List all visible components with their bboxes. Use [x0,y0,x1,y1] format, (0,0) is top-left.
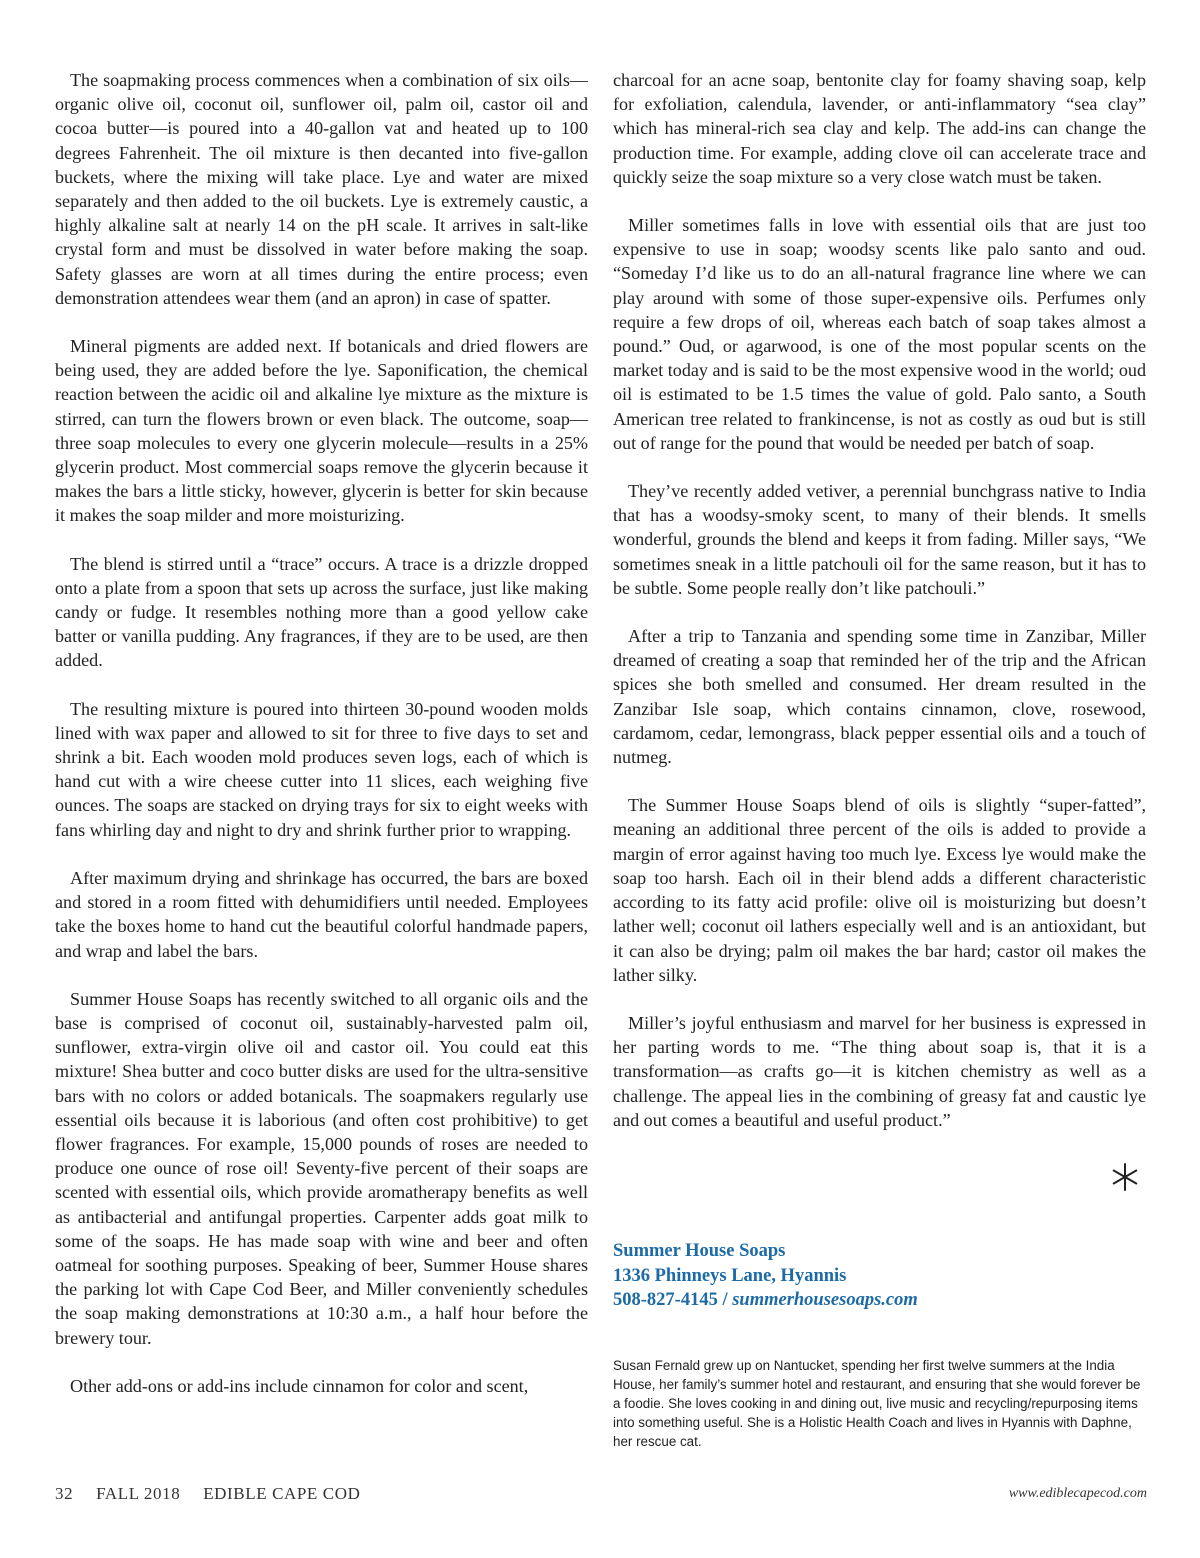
business-name: Summer House Soaps [613,1241,786,1261]
business-address: 1336 Phinneys Lane, Hyannis [613,1265,847,1286]
business-phone-line [613,1288,918,1313]
right-column [613,68,1146,1156]
article-paragraph: They’ve recently added vetiver, a perennial bunchgrass native to India that has a woodsy-smoky scent, to many of their blends. It smells wonderful, grounds the blend and keeps it from fading. Miller says, “We sometimes sneak in a little patchouli oil for the same reason, but it has to be subtle. Some people really don’t like patchouli.” [613,481,1146,598]
article-paragraph: Miller’s joyful enthusiasm and marvel for her business is expressed in her parting words to me. “The thing about soap is, that it is a transformation—as crafts go—it is kitchen chemistry as well as a challenge. The appeal lies in the combining of greasy fat and caustic lye and out comes a beautiful and useful product.” [613,1012,1146,1130]
article-paragraph: The Summer House Soaps blend of oils is slightly “super-fatted”, meaning an additional three percent of the oils is added to provide a margin of error against having too much lye. Excess lye would make the soap too harsh. Each oil in their blend adds a different characteristic according to its fatty acid profile: olive oil is moisturizing but doesn’t lather well; coconut oil lathers especially well and is an antioxidant, but it can also be drying; palm oil makes the bar hard; castor oil makes the lather silky. [613,795,1146,985]
business-website-link[interactable]: summerhousesoaps.com [732,1290,918,1310]
article-paragraph: Summer House Soaps has recently switched to all organic oils and the base is comprised of coconut oil, sustainably-harvested palm oil, sunflower, extra-virgin olive oil and castor oil. You could eat this mixture! Shea butter and coco butter disks are used for the ultra-sensitive bars with no colors or added botanicals. The soapmakers regularly use essential oils because it is laborious (and often cost prohibitive) to get flower fragrances. For example, 15,000 pounds of roses are needed to produce one ounce of rose oil! Seventy-five percent of their soaps are scented with essential oils, which provide aromatherapy benefits as well as antibacterial and antifungal properties. Carpenter adds goat milk to some of the soaps. He has made soap with wine and beer and often oatmeal for soothing purposes. Speaking of beer, Summer House shares the parking lot with Cape Cod Beer, and Miller conveniently schedules the soap making demonstrations at 10:30 a.m., a half hour before the brewery tour. [55,988,588,1348]
article-paragraph: Other add-ons or add-ins include cinnamon for color and scent, [70,1375,529,1396]
publication-name: EDIBLE CAPE COD [203,1484,361,1503]
article-paragraph: charcoal for an acne soap, bentonite clay for foamy shaving soap, kelp for exfoliation, calendula, lavender, or anti-inflammatory “sea clay” which has mineral-rich sea clay and kelp. The add-ins can change the production time. For example, adding clove oil can accelerate trace and quickly seize the soap mixture so a very close watch must be taken. [613,70,1146,187]
article-paragraph: After maximum drying and shrinkage has occurred, the bars are boxed and stored in a room fitted with dehumidifiers until needed. Employees take the boxes home to hand cut the beautiful colorful handmade papers, and wrap and label the bars. [55,867,588,961]
left-column [55,68,588,1422]
page-footer [55,1484,378,1504]
article-paragraph: Mineral pigments are added next. If botanicals and dried flowers are being used, they are added before the lye. Saponification, the chemical reaction between the acidic oil and alkaline lye mixture as the mixture is stirred, can turn the flowers brown or even black. The outcome, soap—three soap molecules to every one glycerin molecule—results in a 25% glycerin product. Most commercial soaps remove the glycerin because it makes the bars a little sticky, however, glycerin is better for skin because it makes the soap milder and more moisturizing. [55,336,588,526]
article-paragraph: The resulting mixture is poured into thirteen 30-pound wooden molds lined with wax paper and allowed to sit for three to five days to set and shrink a bit. Each wooden mold produces seven logs, each of which is hand cut with a wire cheese cutter into 11 slices, each weighing five ounces. The soaps are stacked on drying trays for six to eight weeks with fans whirling day and night to dry and shrink further prior to wrapping. [55,698,588,840]
article-paragraph: The soapmaking process commences when a combination of six oils—organic olive oil, coconut oil, sunflower oil, palm oil, castor oil and cocoa butter—is poured into a 40-gallon vat and heated up to 100 degrees Fahrenheit. The oil mixture is then decanted into five-gallon buckets, where the mixing will take place. Lye and water are mixed separately and then added to the oil buckets. Lye is extremely caustic, a highly alkaline salt at nearly 14 on the pH scale. It arrives in salt-like crystal form and must be dissolved in water before making the soap. Safety glasses are worn at all times during the entire process; even demonstration attendees wear them (and an apron) in case of spatter. [55,70,588,308]
article-paragraph: After a trip to Tanzania and spending some time in Zanzibar, Miller dreamed of creating a soap that reminded her of the trip and the African spices she both smelled and consumed. Her dream resulted in the Zanzibar Isle soap, which contains cinnamon, clove, rosewood, cardamom, cedar, lemongrass, black pepper essential oils and a touch of nutmeg. [613,626,1146,768]
business-phone: 508-827-4145 / [613,1290,728,1310]
contact-block [613,1239,918,1313]
article-paragraph: Miller sometimes falls in love with essential oils that are just too expensive to use in soap; woodsy scents like palo santo and oud. “Someday I’d like us to do an all-natural fragrance line where we can play around with some of those super-expensive oils. Perfumes only require a few drops of oil, whereas each batch of soap takes almost a pound.” Oud, or agarwood, is one of the most popular scents on the market today and is said to be the most expensive wood in the world; oud oil is estimated to be 1.5 times the value of gold. Palo santo, a South American tree related to frankincense, is not as costly as oud but is still out of range for the pound that would be needed per batch of soap. [613,215,1146,453]
issue-label: FALL 2018 [96,1484,181,1503]
asterisk-icon [1109,1161,1141,1193]
author-bio: Susan Fernald grew up on Nantucket, spending her first twelve summers at the India House, her family’s summer hotel and restaurant, and ensuring that she would forever be a foodie. She loves cooking in and dining out, live music and recycling/repurposing items into something useful. She is a Holistic Health Coach and lives in Hyannis with Daphne, her rescue cat. [613,1358,1141,1449]
footer-site-link[interactable]: www.ediblecapecod.com [1008,1486,1147,1501]
page-number: 32 [55,1484,74,1503]
article-paragraph: The blend is stirred until a “trace” occurs. A trace is a drizzle dropped onto a plate from a spoon that sets up across the surface, just like making candy or fudge. It resembles nothing more than a good yellow cake batter or vanilla pudding. Any fragrances, if they are to be used, are then added. [55,553,588,671]
